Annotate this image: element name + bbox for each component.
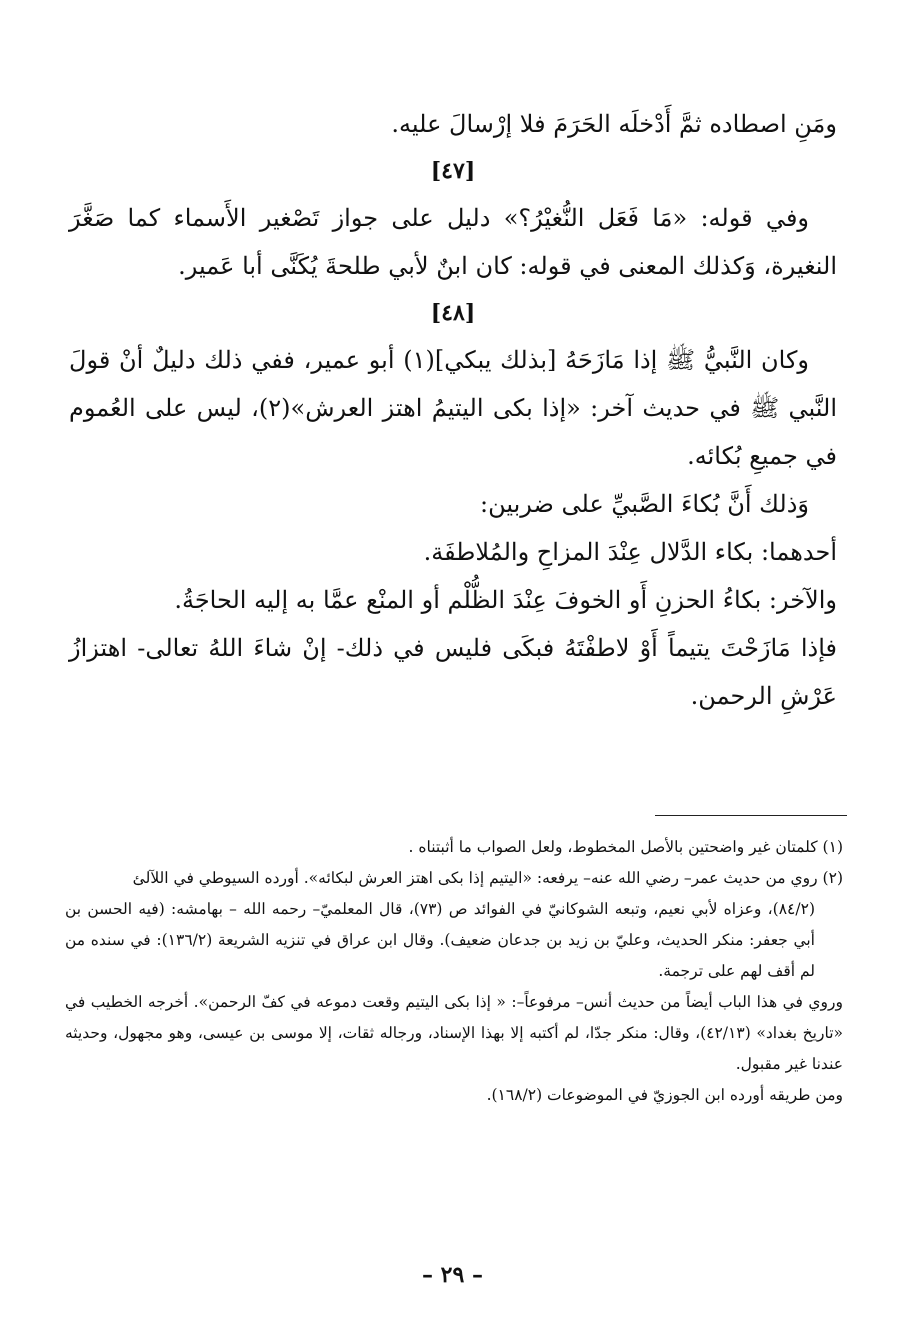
section-number-48: [٤٨] <box>430 300 476 326</box>
footnote-2-line-2: (٨٤/٢)، وعزاه لأبي نعيم، وتبعه الشوكانيّ في الفوائد ص (٧٣)، قال المعلميّ– رحمه الله – بهامشه: (فيه الحسن بن أبي جعفر: منكر الحديث، وعليّ بن زيد بن جدعان ضعيف). وقال ابن عراق في تنزيه الشريعة (١٣٦/٢): في سنده من لم أقف لهم على ترجمة. <box>65 900 815 980</box>
footnote-divider <box>655 815 847 816</box>
section-number-47: [٤٧] <box>430 158 476 184</box>
footnote-2-line-1: (٢) روي من حديث عمر– رضي الله عنه– يرفعه: «اليتيم إذا بكى اهتز العرش لبكائه». أورده السيوطي في اللآلئ <box>132 869 843 887</box>
paragraph-48-b: وَذلك أَنَّ بُكاءَ الصَّبيِّ على ضربين: <box>480 490 809 518</box>
intro-line: ومَنِ اصطاده ثمَّ أَدْخلَه الحَرَمَ فلا إرْسالَ عليه. <box>391 110 837 138</box>
paragraph-48-c: أحدهما: بكاء الدَّلال عِنْدَ المزاحِ والمُلاطفَة. <box>423 538 837 566</box>
page-number: – ٢٩ – <box>422 1262 483 1288</box>
footnote-2-line-4: ومن طريقه أورده ابن الجوزيّ في الموضوعات (١٦٨/٢). <box>486 1086 843 1104</box>
footnotes <box>65 832 843 1111</box>
footnote-1: (١) كلمتان غير واضحتين بالأصل المخطوط، ولعل الصواب ما أثبتناه . <box>408 838 843 856</box>
main-text <box>69 100 837 720</box>
paragraph-48-a: وكان النَّبيُّ ﷺ إذا مَازَحَهُ [بذلك يبكي](١) أبو عمير، ففي ذلك دليلٌ أنْ قولَ النَّبي ﷺ في حديث آخر: «إذا بكى اليتيمُ اهتز العرش»(٢)، ليس على العُموم في جميعِ بُكائه. <box>69 346 837 470</box>
paragraph-48-e: فإذا مَازَحْتَ يتيماً أَوْ لاطفْتَهُ فبكَى فليس في ذلك- إنْ شاءَ اللهُ تعالى- اهتزازُ عَرْشِ الرحمن. <box>69 634 837 710</box>
paragraph-47: وفي قوله: «مَا فَعَل النُّغيْرُ؟» دليل على جواز تَصْغير الأَسماء كما صَغَّرَ النغيرة، وَكذلك المعنى في قوله: كان ابنٌ لأبي طلحةَ يُكَنَّى أبا عَمير. <box>69 204 837 280</box>
footnote-2-line-3: وروي في هذا الباب أيضاً من حديث أنس– مرفوعاً–: « إذا بكى اليتيم وقعت دموعه في كفّ الرحمن». أخرجه الخطيب في «تاريخ بغداد» (٤٢/١٣)، وقال: منكر جدّا، لم أكتبه إلا بهذا الإسناد، ورجاله ثقات، إلا موسى بن عيسى، وهو مجهول، وحديثه عندنا غير مقبول. <box>65 993 843 1073</box>
paragraph-48-d: والآخر: بكاءُ الحزنِ أَو الخوفَ عِنْدَ الظُّلْم أو المنْع عمَّا به إليه الحاجَةُ. <box>174 586 837 614</box>
